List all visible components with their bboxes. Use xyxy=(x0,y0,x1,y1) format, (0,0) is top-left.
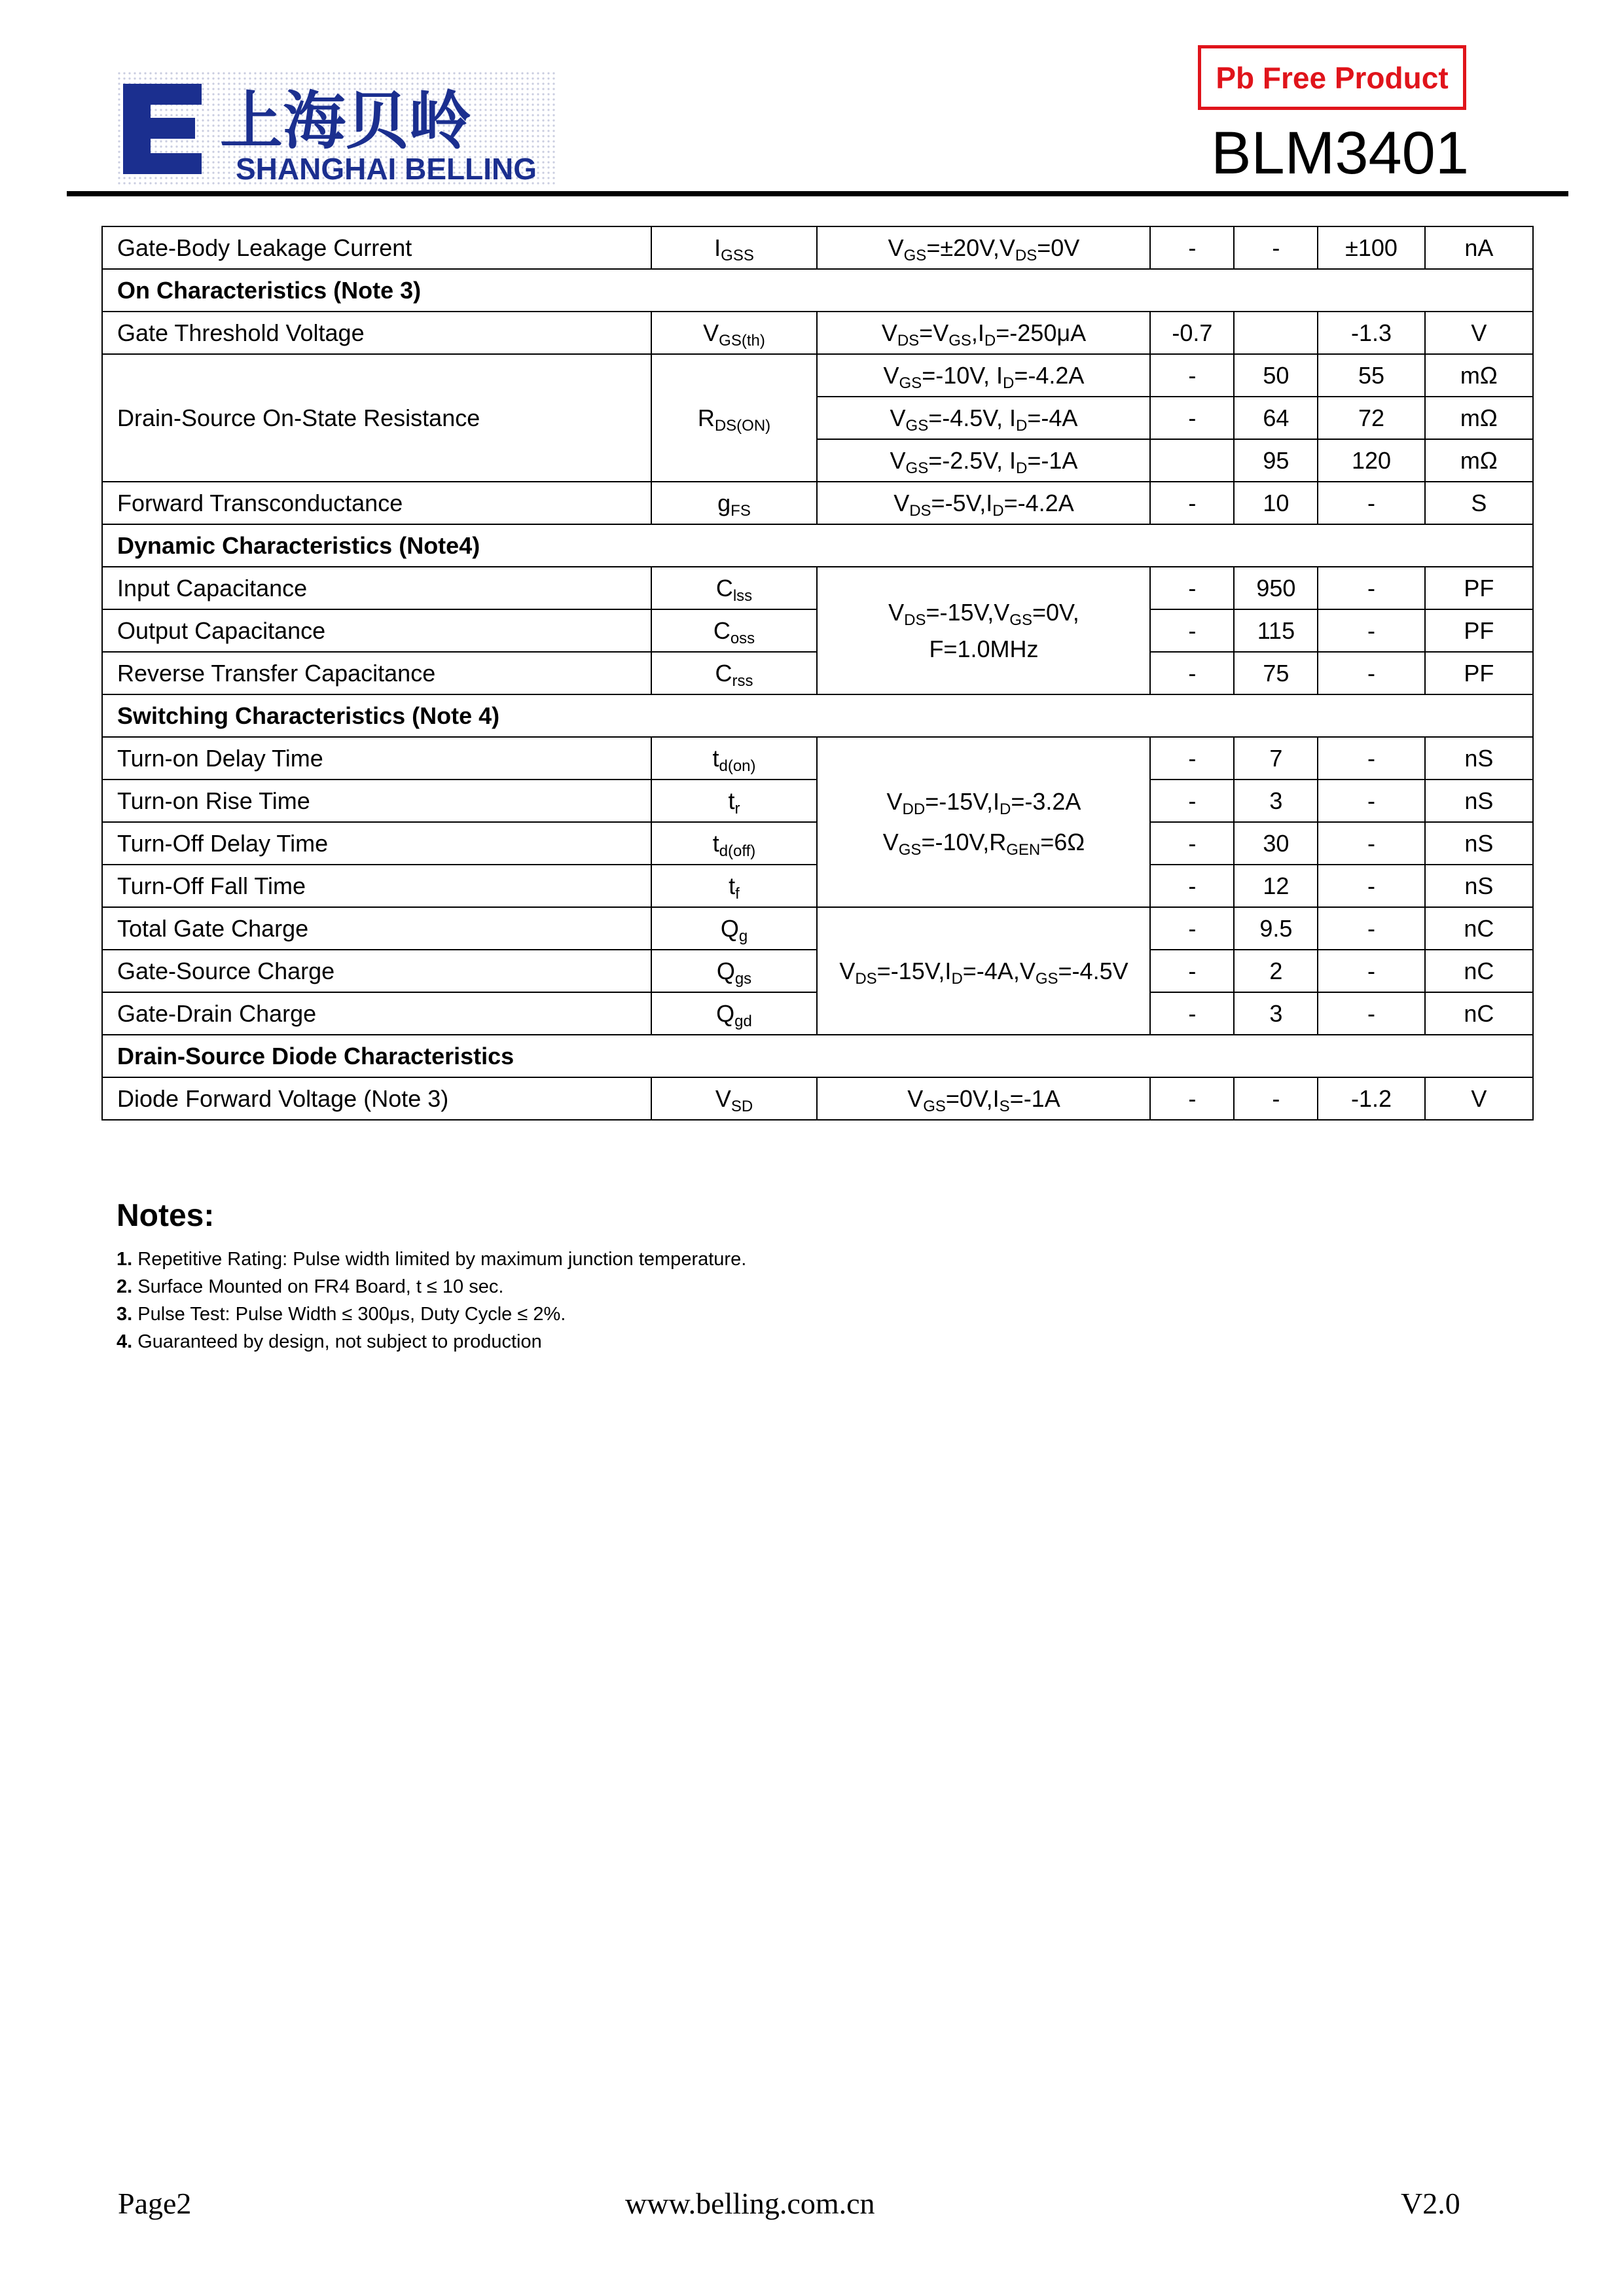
typ-cell: - xyxy=(1234,226,1318,269)
condition-cell: $V_{GS}=\pm 20V,V_{DS}=0V$ xyxy=(817,226,1150,269)
logo-graphic xyxy=(117,71,558,187)
company-logo xyxy=(117,71,558,187)
symbol-cell: $V_{SD}$ xyxy=(651,1077,818,1120)
note-item: 4. Guaranteed by design, not subject to production xyxy=(117,1331,542,1352)
symbol-cell: $C_{rss}$ xyxy=(651,652,818,694)
min-cell: -0.7 xyxy=(1150,312,1234,354)
max-cell: - xyxy=(1318,567,1424,609)
pb-free-badge xyxy=(1198,45,1466,110)
typ-cell: - xyxy=(1234,1077,1318,1120)
param-cell: Gate-Body Leakage Current xyxy=(102,226,651,269)
condition-cell: $V_{GS}=0V,I_S=-1A$ xyxy=(817,1077,1150,1120)
logo-english-text: SHANGHAI BELLING xyxy=(236,152,537,186)
param-cell: Turn-Off Delay Time xyxy=(102,822,651,865)
section-row xyxy=(102,694,1533,737)
min-cell: - xyxy=(1150,609,1234,652)
min-cell: - xyxy=(1150,1077,1234,1120)
table-row xyxy=(102,737,1533,780)
condition-cell: $V_{GS}=-4.5V$, $I_D=-4A$ xyxy=(817,397,1150,439)
table-row xyxy=(102,226,1533,269)
unit-cell: mΩ xyxy=(1425,439,1533,482)
typ-cell: 95 xyxy=(1234,439,1318,482)
symbol-cell: $I_{GSS}$ xyxy=(651,226,818,269)
typ-cell: 12 xyxy=(1234,865,1318,907)
max-cell: - xyxy=(1318,950,1424,992)
max-cell: 72 xyxy=(1318,397,1424,439)
unit-cell: mΩ xyxy=(1425,354,1533,397)
unit-cell: nS xyxy=(1425,780,1533,822)
typ-cell: 950 xyxy=(1234,567,1318,609)
condition-line: F=1.0MHz xyxy=(929,635,1039,662)
condition-cell: $V_{DS}=-15V,I_D=-4A,V_{GS}=-4.5V$ xyxy=(817,907,1150,1035)
unit-cell: nC xyxy=(1425,950,1533,992)
symbol-cell: $Q_g$ xyxy=(651,907,818,950)
table-row xyxy=(102,354,1533,397)
max-cell: ±100 xyxy=(1318,226,1424,269)
note-item: 3. Pulse Test: Pulse Width ≤ 300μs, Duty Cycle ≤ 2%. xyxy=(117,1304,566,1325)
condition-cell xyxy=(817,737,1150,907)
symbol-cell: $Q_{gs}$ xyxy=(651,950,818,992)
min-cell: - xyxy=(1150,354,1234,397)
param-cell: Diode Forward Voltage (Note 3) xyxy=(102,1077,651,1120)
condition-cell xyxy=(817,567,1150,694)
section-row xyxy=(102,269,1533,312)
table-row xyxy=(102,567,1533,609)
unit-cell: nS xyxy=(1425,737,1533,780)
symbol-cell: $t_{d(on)}$ xyxy=(651,737,818,780)
section-heading: On Characteristics (Note 3) xyxy=(102,269,1533,312)
symbol-cell: $V_{GS(th)}$ xyxy=(651,312,818,354)
unit-cell: mΩ xyxy=(1425,397,1533,439)
unit-cell: nC xyxy=(1425,907,1533,950)
param-cell: Reverse Transfer Capacitance xyxy=(102,652,651,694)
min-cell: - xyxy=(1150,950,1234,992)
note-item: 2. Surface Mounted on FR4 Board, t ≤ 10 sec. xyxy=(117,1276,504,1297)
min-cell: - xyxy=(1150,907,1234,950)
typ-cell: 75 xyxy=(1234,652,1318,694)
document-version: V2.0 xyxy=(1401,2187,1460,2220)
symbol-cell: $R_{DS(ON)}$ xyxy=(651,354,818,482)
section-heading: Drain-Source Diode Characteristics xyxy=(102,1035,1533,1077)
max-cell: - xyxy=(1318,822,1424,865)
symbol-cell: $t_f$ xyxy=(651,865,818,907)
symbol-cell: $Q_{gd}$ xyxy=(651,992,818,1035)
unit-cell: nC xyxy=(1425,992,1533,1035)
min-cell: - xyxy=(1150,567,1234,609)
min-cell xyxy=(1150,439,1234,482)
section-row xyxy=(102,524,1533,567)
condition-line: $V_{DS}=-15V,V_{GS}=0V$, xyxy=(888,598,1079,629)
model-number: BLM3401 xyxy=(1211,120,1469,187)
typ-cell: 3 xyxy=(1234,780,1318,822)
param-cell: Gate Threshold Voltage xyxy=(102,312,651,354)
unit-cell: V xyxy=(1425,312,1533,354)
unit-cell: V xyxy=(1425,1077,1533,1120)
condition-cell: $V_{GS}=-2.5V$, $I_D=-1A$ xyxy=(817,439,1150,482)
condition-cell: $V_{DS}=-5V,I_D=-4.2A$ xyxy=(817,482,1150,524)
min-cell: - xyxy=(1150,737,1234,780)
symbol-cell: $t_r$ xyxy=(651,780,818,822)
param-cell: Forward Transconductance xyxy=(102,482,651,524)
condition-cell: $V_{GS}=-10V$, $I_D=-4.2A$ xyxy=(817,354,1150,397)
typ-cell: 2 xyxy=(1234,950,1318,992)
condition-line: $V_{GS}=-10V,R_{GEN}=6\Omega$ xyxy=(882,829,1085,859)
max-cell: 120 xyxy=(1318,439,1424,482)
max-cell: - xyxy=(1318,992,1424,1035)
symbol-cell: $t_{d(off)}$ xyxy=(651,822,818,865)
param-cell: Turn-on Delay Time xyxy=(102,737,651,780)
param-cell: Output Capacitance xyxy=(102,609,651,652)
max-cell: - xyxy=(1318,780,1424,822)
typ-cell: 9.5 xyxy=(1234,907,1318,950)
min-cell: - xyxy=(1150,226,1234,269)
typ-cell: 7 xyxy=(1234,737,1318,780)
param-cell: Turn-on Rise Time xyxy=(102,780,651,822)
param-cell: Drain-Source On-State Resistance xyxy=(102,354,651,482)
section-row xyxy=(102,1035,1533,1077)
param-cell: Total Gate Charge xyxy=(102,907,651,950)
unit-cell: nS xyxy=(1425,865,1533,907)
max-cell: - xyxy=(1318,609,1424,652)
unit-cell: PF xyxy=(1425,609,1533,652)
pb-free-label: Pb Free Product xyxy=(1216,60,1449,95)
notes-title: Notes: xyxy=(117,1198,215,1233)
electrical-characteristics-table xyxy=(101,226,1534,1121)
unit-cell: nS xyxy=(1425,822,1533,865)
typ-cell: 10 xyxy=(1234,482,1318,524)
unit-cell: S xyxy=(1425,482,1533,524)
max-cell: 55 xyxy=(1318,354,1424,397)
symbol-cell: $g_{FS}$ xyxy=(651,482,818,524)
typ-cell: 64 xyxy=(1234,397,1318,439)
max-cell: - xyxy=(1318,737,1424,780)
table-row xyxy=(102,1077,1533,1120)
unit-cell: PF xyxy=(1425,652,1533,694)
page-number: Page2 xyxy=(118,2187,192,2220)
param-cell: Turn-Off Fall Time xyxy=(102,865,651,907)
condition-line: $V_{DD}=-15V,I_D=-3.2A$ xyxy=(886,788,1081,818)
max-cell: - xyxy=(1318,652,1424,694)
min-cell: - xyxy=(1150,822,1234,865)
max-cell: - xyxy=(1318,482,1424,524)
max-cell: -1.3 xyxy=(1318,312,1424,354)
typ-cell: 3 xyxy=(1234,992,1318,1035)
typ-cell: 115 xyxy=(1234,609,1318,652)
typ-cell xyxy=(1234,312,1318,354)
symbol-cell: $C_{lss}$ xyxy=(651,567,818,609)
unit-cell: nA xyxy=(1425,226,1533,269)
symbol-cell: $C_{oss}$ xyxy=(651,609,818,652)
section-heading: Switching Characteristics (Note 4) xyxy=(102,694,1533,737)
table-row xyxy=(102,907,1533,950)
min-cell: - xyxy=(1150,865,1234,907)
note-item: 1. Repetitive Rating: Pulse width limited by maximum junction temperature. xyxy=(117,1249,747,1270)
min-cell: - xyxy=(1150,397,1234,439)
table-row xyxy=(102,482,1533,524)
param-cell: Gate-Drain Charge xyxy=(102,992,651,1035)
logo-chinese-text: 上海贝岭 xyxy=(220,84,471,158)
min-cell: - xyxy=(1150,482,1234,524)
unit-cell: PF xyxy=(1425,567,1533,609)
notes-section xyxy=(117,1198,746,1355)
typ-cell: 50 xyxy=(1234,354,1318,397)
param-cell: Input Capacitance xyxy=(102,567,651,609)
header-divider xyxy=(67,191,1568,196)
param-cell: Gate-Source Charge xyxy=(102,950,651,992)
condition-cell: $V_{DS}=V_{GS},I_D=-250\mu A$ xyxy=(817,312,1150,354)
min-cell: - xyxy=(1150,652,1234,694)
table-row xyxy=(102,312,1533,354)
section-heading: Dynamic Characteristics (Note4) xyxy=(102,524,1533,567)
max-cell: - xyxy=(1318,907,1424,950)
max-cell: -1.2 xyxy=(1318,1077,1424,1120)
min-cell: - xyxy=(1150,780,1234,822)
min-cell: - xyxy=(1150,992,1234,1035)
typ-cell: 30 xyxy=(1234,822,1318,865)
max-cell: - xyxy=(1318,865,1424,907)
website-url: www.belling.com.cn xyxy=(625,2187,875,2220)
